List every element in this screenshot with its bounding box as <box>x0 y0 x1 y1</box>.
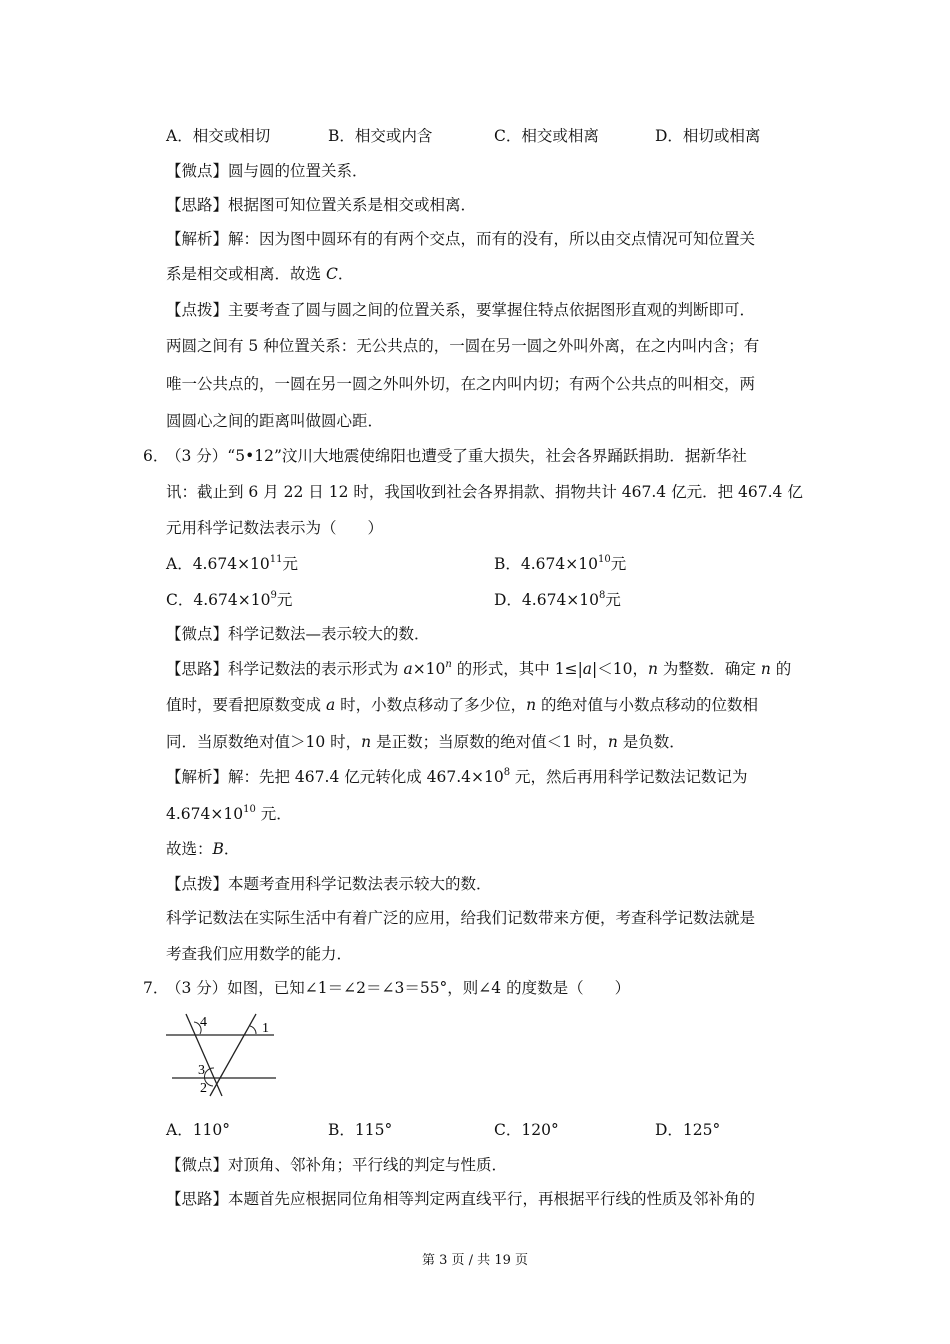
q6-jiexi-line1: 【解析】解：先把 467.4 亿元转化成 $467.4\times 10^8$ 元，然后再用科学记数法记数记为 <box>166 767 748 786</box>
q7-geometry-figure <box>164 1012 278 1098</box>
q7-transversal-right <box>210 1014 256 1096</box>
q7-angle-arc-1 <box>250 1026 256 1034</box>
q6-option-c: C．$4.674\times 10^9$元 <box>166 590 293 609</box>
q6-silu-line3: 同．当原数绝对值＞10 时，n 是正数；当原数的绝对值＜1 时，n 是负数． <box>166 733 685 751</box>
q6-option-a: A．$4.674\times 10^{11}$元 <box>166 554 299 573</box>
q6-number: 6． <box>143 447 169 465</box>
q5-dianbo-line3: 唯一公共点的，一圆在另一圆之外叫外切，在之内叫内切；有两个公共点的叫相交，两 <box>166 375 756 393</box>
q7-label-1: 1 <box>262 1021 269 1036</box>
q6-stem-line3: 元用科学记数法表示为（ ） <box>166 519 384 537</box>
q6-jiexi-line2: $4.674\times 10^{10}$ 元． <box>166 804 292 823</box>
q5-option-c: C．相交或相离 <box>494 127 599 145</box>
q7-label-2: 2 <box>200 1081 207 1096</box>
q7-option-d: D．125° <box>655 1121 721 1139</box>
q6-stem-line2: 讯：截止到 6 月 22 日 12 时，我国收到社会各界捐款、捐物共计 467.4 亿元．把 467.4 亿 <box>166 483 803 501</box>
q5-option-a: A．相交或相切 <box>166 127 271 145</box>
q7-option-a: A．110° <box>166 1121 231 1139</box>
q5-dianbo-line4: 圆圆心之间的距离叫做圆心距． <box>166 412 384 430</box>
q7-label-4: 4 <box>200 1015 207 1030</box>
q5-weidian: 【微点】圆与圆的位置关系． <box>166 162 368 180</box>
q6-dianbo-line3: 考查我们应用数学的能力． <box>166 945 353 963</box>
page-footer: 第 3 页 / 共 19 页 <box>422 1253 528 1268</box>
q7-weidian: 【微点】对顶角、邻补角；平行线的判定与性质． <box>166 1156 508 1174</box>
q6-stem-line1: （3 分）“5•12”汶川大地震使绵阳也遭受了重大损失，社会各界踊跃捐助．据新华社 <box>166 447 747 465</box>
q5-jiexi-line2: 系是相交或相离．故选 C． <box>166 265 354 283</box>
q6-dianbo-line1: 【点拨】本题考查用科学记数法表示较大的数． <box>166 875 492 893</box>
q7-label-3: 3 <box>198 1063 205 1078</box>
q7-option-b: B．115° <box>328 1121 393 1139</box>
q7-option-c: C．120° <box>494 1121 559 1139</box>
q7-silu: 【思路】本题首先应根据同位角相等判定两直线平行，再根据平行线的性质及邻补角的 <box>166 1190 756 1208</box>
q5-jiexi-line1: 【解析】解：因为图中圆环有的有两个交点，而有的没有，所以由交点情况可知位置关 <box>166 230 756 248</box>
q6-silu-line2: 值时，要看把原数变成 a 时，小数点移动了多少位，n 的绝对值与小数点移动的位数相 <box>166 696 759 714</box>
q6-guxuan: 故选：B． <box>166 840 240 858</box>
q5-option-d: D．相切或相离 <box>655 127 761 145</box>
q5-silu: 【思路】根据图可知位置关系是相交或相离． <box>166 196 477 214</box>
q5-option-b: B．相交或内含 <box>328 127 433 145</box>
q7-number: 7． <box>143 979 169 997</box>
q6-weidian: 【微点】科学记数法—表示较大的数． <box>166 625 430 643</box>
q6-option-b: B．$4.674\times 10^{10}$元 <box>494 554 627 573</box>
q7-stem: （3 分）如图，已知∠1＝∠2＝∠3＝55°，则∠4 的度数是（ ） <box>166 979 631 997</box>
q6-silu-line1: 【思路】科学记数法的表示形式为 $a\times 10^n$ 的形式，其中 1≤|a|＜10，n 为整数．确定 n 的 <box>166 659 792 678</box>
q5-dianbo-line2: 两圆之间有 5 种位置关系：无公共点的，一圆在另一圆之外叫外离，在之内叫内含；有 <box>166 337 760 355</box>
q6-option-d: D．$4.674\times 10^8$元 <box>494 590 621 609</box>
q6-dianbo-line2: 科学记数法在实际生活中有着广泛的应用，给我们记数带来方便，考查科学记数法就是 <box>166 909 756 927</box>
q5-dianbo-line1: 【点拨】主要考查了圆与圆之间的位置关系，要掌握住特点依据图形直观的判断即可． <box>166 301 756 319</box>
